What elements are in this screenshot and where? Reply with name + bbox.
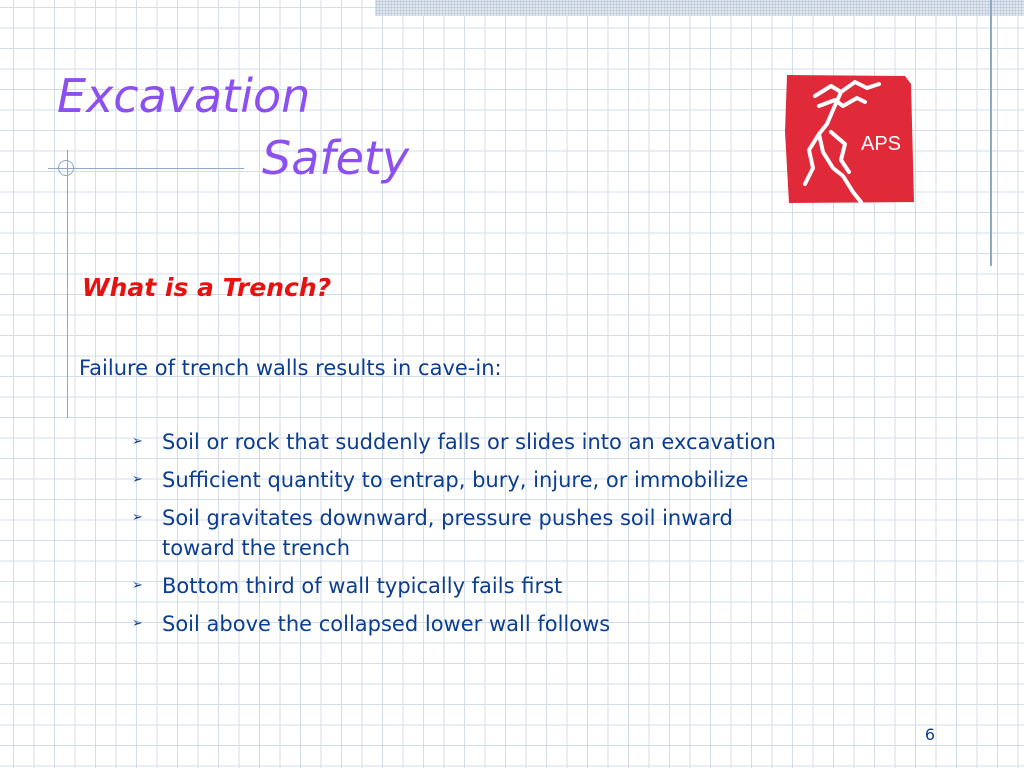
bullet-text: Sufficient quantity to entrap, bury, injure, or immobilize [162,468,749,492]
section-subheading: What is a Trench? [82,273,332,302]
bullet-item [132,503,932,563]
logo-text: APS [860,133,902,155]
arrowhead-bullet-icon: ➢ [132,434,143,449]
bullet-item [132,427,932,457]
bullet-text-continued: toward the trench [162,536,351,560]
bullet-item [132,609,932,639]
lead-text: Failure of trench walls results in cave-in: [79,356,502,380]
arrowhead-bullet-icon: ➢ [132,616,143,631]
bullet-item [132,571,932,601]
bullet-item [132,465,932,495]
arrowhead-bullet-icon: ➢ [132,472,143,487]
decorative-vertical-line-right [990,0,992,266]
title-underline [48,168,244,169]
bullet-list [132,427,932,647]
decorative-vertical-line-left [67,150,68,418]
bullet-text: Bottom third of wall typically fails first [162,574,563,598]
page-number: 6 [924,725,936,744]
slide-title-line-1: Excavation [57,69,311,123]
arrowhead-bullet-icon: ➢ [132,578,143,593]
bullet-text: Soil or rock that suddenly falls or slides into an excavation [162,430,776,454]
bullet-text: Soil above the collapsed lower wall follows [162,612,611,636]
header-pattern-band [375,0,1024,16]
title-circle-ornament [58,160,74,176]
bullet-text: Soil gravitates downward, pressure pushes soil inward [162,506,733,530]
slide-title-line-2: Safety [262,131,410,185]
aps-logo [783,72,915,206]
arrowhead-bullet-icon: ➢ [132,510,143,525]
